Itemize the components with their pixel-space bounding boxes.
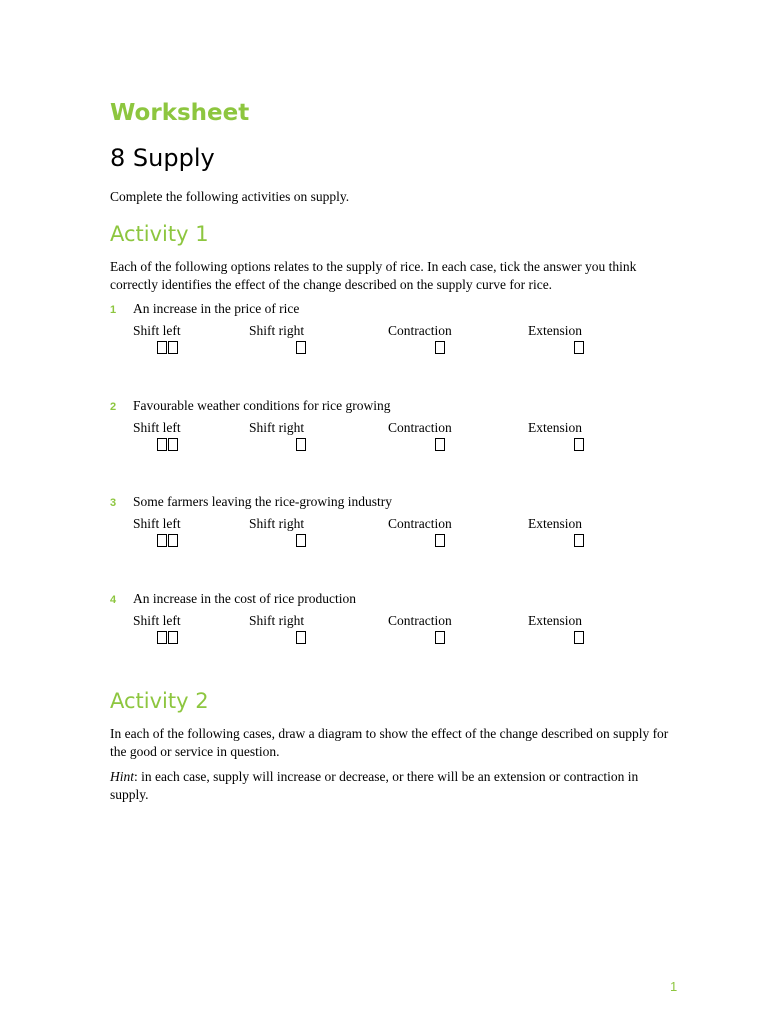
checkbox-shift-right[interactable] [296, 341, 306, 354]
checkbox-contraction[interactable] [435, 438, 445, 451]
checkbox-contraction[interactable] [435, 631, 445, 644]
question-1 [0, 301, 768, 371]
option-shift-left-label: Shift left [133, 323, 181, 338]
option-shift-right-label: Shift right [249, 516, 305, 531]
question-number: 4 [110, 594, 117, 606]
checkbox-shift-left[interactable] [157, 631, 167, 644]
checkbox-shift-right[interactable] [296, 438, 306, 451]
question-4 [0, 591, 768, 661]
option-extension-label: Extension [528, 420, 582, 435]
activity-1-heading: Activity 1 [110, 222, 209, 246]
checkbox-shift-left-extra[interactable] [168, 534, 178, 547]
checkbox-contraction[interactable] [435, 341, 445, 354]
page-title: 8 Supply [110, 144, 215, 172]
checkbox-extension[interactable] [574, 631, 584, 644]
activity-2-description: In each of the following cases, draw a diagram to show the effect of the change described on supply for the good or service in question. [110, 726, 669, 759]
option-contraction-label: Contraction [388, 516, 452, 531]
checkbox-extension[interactable] [574, 534, 584, 547]
option-shift-left-label: Shift left [133, 613, 181, 628]
checkbox-shift-left-extra[interactable] [168, 438, 178, 451]
question-text: Favourable weather conditions for rice growing [133, 398, 391, 413]
checkbox-extension[interactable] [574, 341, 584, 354]
hint-label: Hint [110, 769, 135, 784]
page-number: 1 [670, 979, 678, 994]
option-contraction-label: Contraction [388, 613, 452, 628]
question-number: 3 [110, 497, 117, 509]
activity-2-hint [110, 768, 670, 804]
activity-1-description: Each of the following options relates to the supply of rice. In each case, tick the answer you think correctly identifies the effect of the change described on the supply curve for rice. [110, 259, 637, 292]
question-number: 2 [110, 401, 117, 413]
option-shift-left-label: Shift left [133, 516, 181, 531]
question-3 [0, 494, 768, 564]
checkbox-extension[interactable] [574, 438, 584, 451]
question-text: An increase in the price of rice [133, 301, 300, 316]
activity-2-heading: Activity 2 [110, 689, 209, 713]
checkbox-contraction[interactable] [435, 534, 445, 547]
checkbox-shift-right[interactable] [296, 534, 306, 547]
option-shift-right-label: Shift right [249, 420, 305, 435]
option-shift-left-label: Shift left [133, 420, 181, 435]
option-shift-right-label: Shift right [249, 613, 305, 628]
option-extension-label: Extension [528, 516, 582, 531]
question-text: Some farmers leaving the rice-growing industry [133, 494, 393, 509]
worksheet-label: Worksheet [110, 100, 250, 126]
checkbox-shift-left[interactable] [157, 341, 167, 354]
question-number: 1 [110, 304, 117, 316]
intro-text: Complete the following activities on supply. [110, 189, 350, 204]
option-contraction-label: Contraction [388, 323, 452, 338]
checkbox-shift-left-extra[interactable] [168, 631, 178, 644]
option-shift-right-label: Shift right [249, 323, 305, 338]
option-contraction-label: Contraction [388, 420, 452, 435]
option-extension-label: Extension [528, 613, 582, 628]
checkbox-shift-right[interactable] [296, 631, 306, 644]
question-text: An increase in the cost of rice production [133, 591, 357, 606]
question-2 [0, 398, 768, 468]
hint-text: : in each case, supply will increase or decrease, or there will be an extension or contraction in supply. [110, 769, 639, 802]
checkbox-shift-left[interactable] [157, 534, 167, 547]
checkbox-shift-left[interactable] [157, 438, 167, 451]
checkbox-shift-left-extra[interactable] [168, 341, 178, 354]
option-extension-label: Extension [528, 323, 582, 338]
